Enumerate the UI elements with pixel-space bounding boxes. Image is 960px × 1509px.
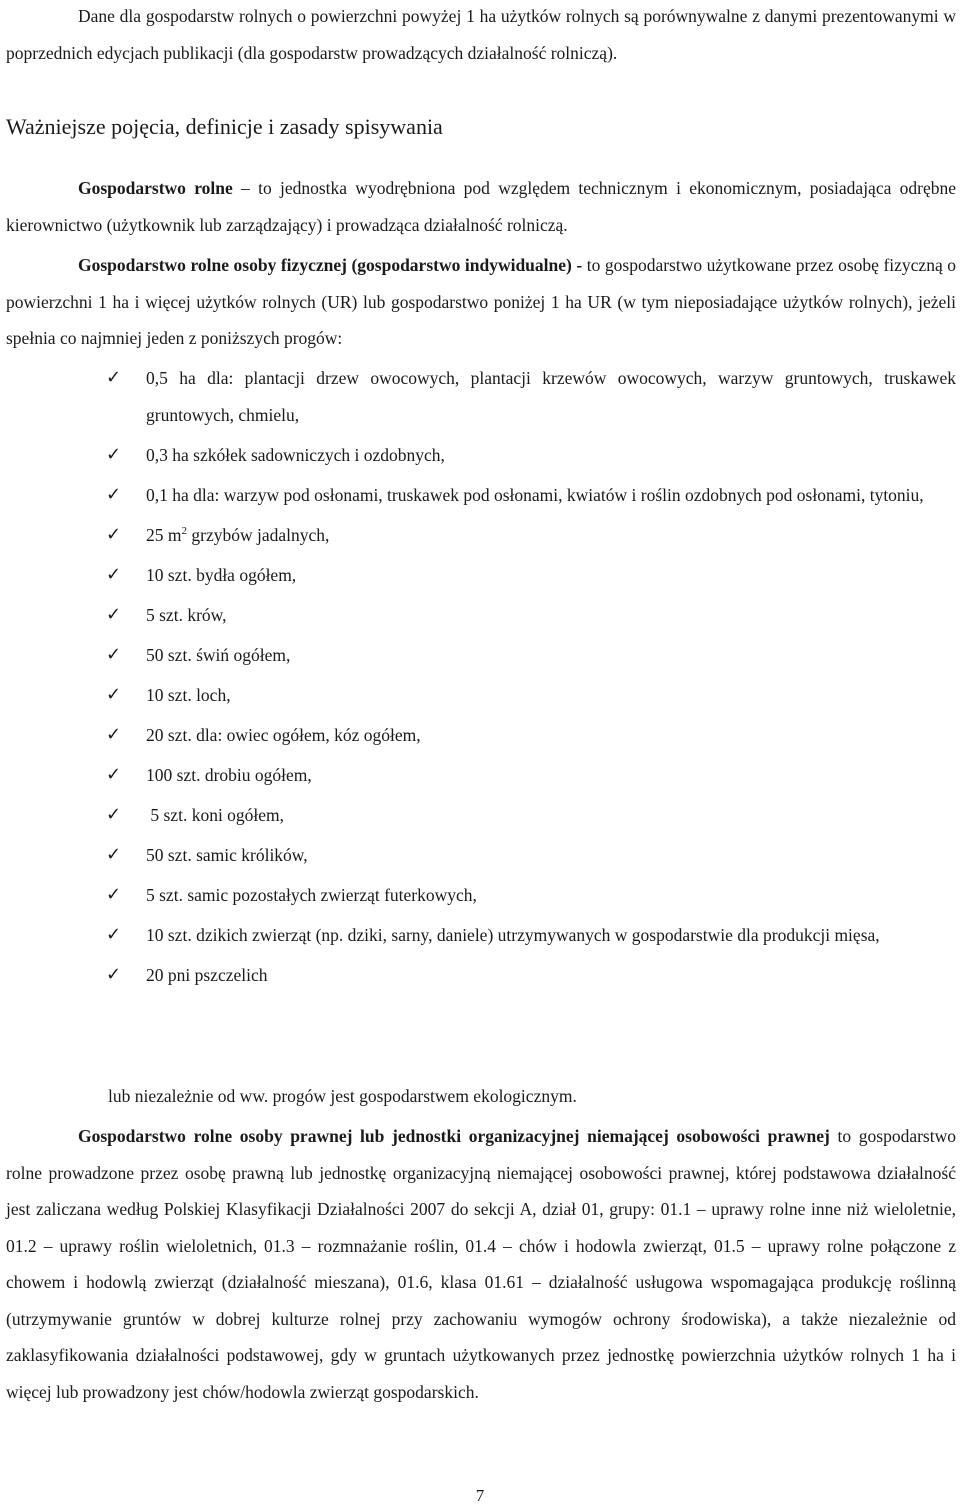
after-list-text: lub niezależnie od ww. progów jest gospodarstwem ekologicznym.: [108, 1086, 577, 1106]
list-item: ✓ 10 szt. loch,: [6, 677, 956, 714]
list-item: ✓ 5 szt. koni ogółem,: [6, 797, 956, 834]
page-number: 7: [475, 1486, 485, 1505]
list-item: ✓ 50 szt. świń ogółem,: [6, 637, 956, 674]
checkmark-icon: ✓: [106, 963, 122, 985]
section-heading: Ważniejsze pojęcia, definicje i zasady spisywania: [6, 114, 443, 139]
definition-farm: [6, 170, 956, 243]
definition-text: to gospodarstwo użytkowane przez osobę fizyczną o powierzchni 1 ha i więcej użytków rolnych (UR) lub gospodarstwo poniżej 1 ha UR (w tym nieposiadające użytków rolnych), jeżeli spełnia co najmniej jeden z poniższych progów:: [6, 255, 956, 348]
list-item: ✓ 20 szt. dla: owiec ogółem, kóz ogółem,: [6, 717, 956, 754]
list-item: ✓ 100 szt. drobiu ogółem,: [6, 757, 956, 794]
list-item: ✓ 10 szt. dzikich zwierząt (np. dziki, sarny, daniele) utrzymywanych w gospodarstwie dla produkcji mięsa,: [6, 917, 956, 954]
checkmark-icon: ✓: [106, 603, 122, 625]
list-item: ✓ 5 szt. samic pozostałych zwierząt futerkowych,: [6, 877, 956, 914]
definition-term: Gospodarstwo rolne: [78, 178, 233, 198]
definition-legal-entity-farm: [6, 1118, 956, 1410]
checkmark-icon: ✓: [106, 483, 122, 505]
list-item: ✓ 5 szt. krów,: [6, 597, 956, 634]
checkmark-icon: ✓: [106, 367, 122, 388]
list-item: ✓ 0,5 ha dla: plantacji drzew owocowych, plantacji krzewów owocowych, warzyw gruntowych, truskawek gruntowych, chmielu,: [6, 360, 956, 433]
checkmark-icon: ✓: [106, 763, 122, 785]
list-item: ✓ 0,3 ha szkółek sadowniczych i ozdobnych,: [6, 437, 956, 474]
definition-individual-farm: [6, 247, 956, 357]
list-item: ✓ 50 szt. samic królików,: [6, 837, 956, 874]
definition-term: Gospodarstwo rolne osoby prawnej lub jednostki organizacyjnej niemającej osobowości prawnej: [78, 1126, 830, 1146]
definition-text: – to jednostka wyodrębniona pod względem technicznym i ekonomicznym, posiadająca odrębne kierownictwo (użytkownik lub zarządzający) i prowadząca działalność rolniczą.: [6, 178, 956, 235]
superscript: 2: [181, 524, 187, 537]
checkmark-icon: ✓: [106, 643, 122, 665]
checkmark-icon: ✓: [106, 563, 122, 585]
list-item: ✓ 25 $m^2$ grzybów jadalnych,: [6, 517, 956, 554]
checkmark-icon: ✓: [106, 523, 122, 545]
intro-paragraph: Dane dla gospodarstw rolnych o powierzchni powyżej 1 ha użytków rolnych są porównywalne z danymi prezentowanymi w poprzednich edycjach publikacji (dla gospodarstw prowadzących działalność rolniczą).: [6, 6, 956, 63]
checkmark-icon: ✓: [106, 723, 122, 745]
checkmark-icon: ✓: [106, 803, 122, 825]
checkmark-icon: ✓: [106, 923, 122, 945]
checkmark-icon: ✓: [106, 443, 122, 465]
list-item: ✓ 10 szt. bydła ogółem,: [6, 557, 956, 594]
list-item: ✓ 0,1 ha dla: warzyw pod osłonami, truskawek pod osłonami, kwiatów i roślin ozdobnych pod osłonami, tytoniu,: [6, 477, 956, 514]
threshold-list: [6, 360, 956, 997]
definition-text: to gospodarstwo rolne prowadzone przez osobę prawną lub jednostkę organizacyjną niemającej osobowości prawnej, której podstawowa działalność jest zaliczana według Polskiej Klasyfikacji Działalności 2007 do sekcji A, dział 01, grupy: 01.1 – uprawy rolne inne niż wieloletnie, 01.2 – uprawy roślin wieloletnich, 01.3 – rozmnażanie roślin, 01.4 – chów i hodowla zwierząt, 01.5 – uprawy rolne połączone z chowem i hodowlą zwierząt (działalność mieszana), 01.6, klasa 01.61 – działalność usługowa wspomagająca produkcję roślinną (utrzymywanie gruntów w dobrej kulturze rolnej przy zachowaniu wymogów ochrony środowiska), a także niezależnie od zaklasyfikowania działalności podstawowej, gdy w gruntach użytkowanych przez jednostkę powierzchnia użytków rolnych 1 ha i więcej lub prowadzony jest chów/hodowla zwierząt gospodarskich.: [6, 1126, 956, 1402]
checkmark-icon: ✓: [106, 843, 122, 865]
list-item: ✓ 20 pni pszczelich: [6, 957, 956, 994]
checkmark-icon: ✓: [106, 883, 122, 905]
definition-term: Gospodarstwo rolne osoby fizycznej (gospodarstwo indywidualne) -: [78, 255, 583, 275]
checkmark-icon: ✓: [106, 683, 122, 705]
